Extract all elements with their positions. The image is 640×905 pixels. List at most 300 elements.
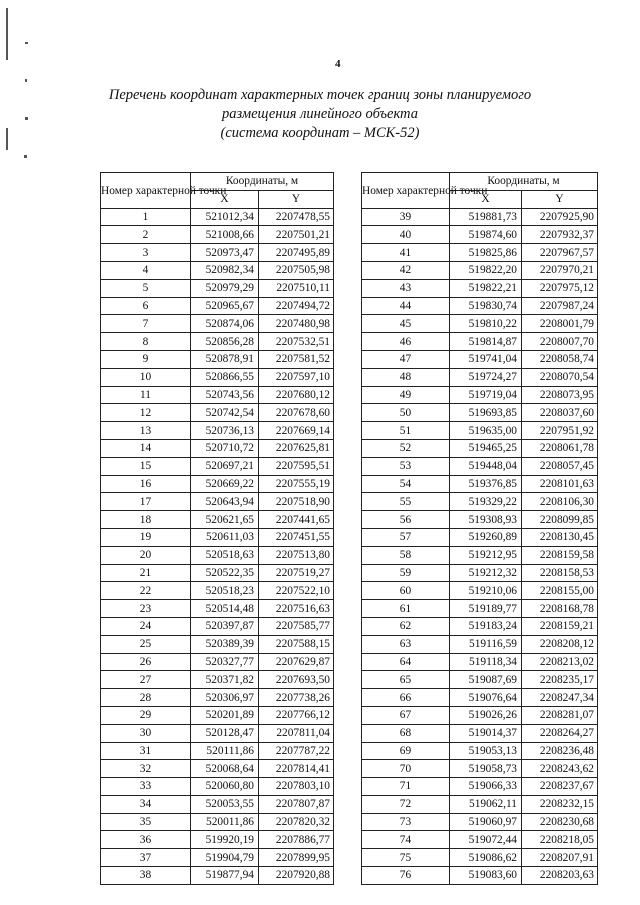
point-number-cell: 13 [101, 422, 191, 440]
point-number-cell: 56 [362, 511, 450, 529]
scan-margin-dot [24, 155, 27, 158]
table-row [101, 315, 334, 333]
header-y: Y [259, 190, 334, 208]
table-row [362, 208, 598, 226]
x-coordinate-cell: 519212,95 [450, 546, 522, 564]
x-coordinate-cell: 520878,91 [191, 350, 259, 368]
x-coordinate-cell: 519014,37 [450, 724, 522, 742]
x-coordinate-cell: 520518,23 [191, 582, 259, 600]
header-y: Y [522, 190, 598, 208]
scan-margin-dot [25, 42, 28, 44]
y-coordinate-cell: 2207932,37 [522, 226, 598, 244]
table-row [362, 493, 598, 511]
y-coordinate-cell: 2207820,32 [259, 813, 334, 831]
point-number-cell: 31 [101, 742, 191, 760]
header-x: X [191, 190, 259, 208]
x-coordinate-cell: 519060,97 [450, 813, 522, 831]
table-row [362, 742, 598, 760]
point-number-cell: 4 [101, 261, 191, 279]
header-coordinates: Координаты, м [191, 173, 334, 191]
x-coordinate-cell: 519086,62 [450, 849, 522, 867]
x-coordinate-cell: 520982,34 [191, 261, 259, 279]
point-number-cell: 26 [101, 653, 191, 671]
x-coordinate-cell: 520068,64 [191, 760, 259, 778]
y-coordinate-cell: 2207441,65 [259, 511, 334, 529]
x-coordinate-cell: 519448,04 [450, 457, 522, 475]
y-coordinate-cell: 2207625,81 [259, 439, 334, 457]
x-coordinate-cell: 519635,00 [450, 422, 522, 440]
point-number-cell: 50 [362, 404, 450, 422]
y-coordinate-cell: 2208203,63 [522, 867, 598, 885]
x-coordinate-cell: 520697,21 [191, 457, 259, 475]
table-body-right [362, 208, 598, 884]
table-row [101, 261, 334, 279]
y-coordinate-cell: 2208232,15 [522, 795, 598, 813]
point-number-cell: 24 [101, 617, 191, 635]
point-number-cell: 70 [362, 760, 450, 778]
table-row [101, 511, 334, 529]
y-coordinate-cell: 2207480,98 [259, 315, 334, 333]
table-row [101, 760, 334, 778]
header-coordinates: Координаты, м [450, 173, 598, 191]
point-number-cell: 20 [101, 546, 191, 564]
header-point-number: Номер характерной точки [101, 173, 191, 209]
point-number-cell: 8 [101, 333, 191, 351]
x-coordinate-cell: 520979,29 [191, 279, 259, 297]
x-coordinate-cell: 519076,64 [450, 689, 522, 707]
table-row [362, 778, 598, 796]
point-number-cell: 28 [101, 689, 191, 707]
y-coordinate-cell: 2207975,12 [522, 279, 598, 297]
y-coordinate-cell: 2207738,26 [259, 689, 334, 707]
y-coordinate-cell: 2208158,53 [522, 564, 598, 582]
table-row [362, 261, 598, 279]
x-coordinate-cell: 520060,80 [191, 778, 259, 796]
point-number-cell: 21 [101, 564, 191, 582]
table-row [101, 849, 334, 867]
x-coordinate-cell: 520669,22 [191, 475, 259, 493]
point-number-cell: 16 [101, 475, 191, 493]
point-number-cell: 22 [101, 582, 191, 600]
y-coordinate-cell: 2208264,27 [522, 724, 598, 742]
y-coordinate-cell: 2207501,21 [259, 226, 334, 244]
point-number-cell: 57 [362, 528, 450, 546]
y-coordinate-cell: 2207516,63 [259, 600, 334, 618]
table-row [101, 439, 334, 457]
table-row [362, 671, 598, 689]
x-coordinate-cell: 519260,89 [450, 528, 522, 546]
x-coordinate-cell: 520973,47 [191, 244, 259, 262]
table-row [101, 350, 334, 368]
title-line-1: Перечень координат характерных точек границ зоны планируемого [108, 87, 532, 103]
point-number-cell: 36 [101, 831, 191, 849]
x-coordinate-cell: 519189,77 [450, 600, 522, 618]
coordinates-table-right [361, 172, 598, 885]
x-coordinate-cell: 520389,39 [191, 635, 259, 653]
y-coordinate-cell: 2208099,85 [522, 511, 598, 529]
table-row [101, 582, 334, 600]
y-coordinate-cell: 2207987,24 [522, 297, 598, 315]
y-coordinate-cell: 2207886,77 [259, 831, 334, 849]
y-coordinate-cell: 2208106,30 [522, 493, 598, 511]
y-coordinate-cell: 2207803,10 [259, 778, 334, 796]
table-row [101, 831, 334, 849]
scan-margin-dot [25, 79, 27, 82]
x-coordinate-cell: 520965,67 [191, 297, 259, 315]
point-number-cell: 54 [362, 475, 450, 493]
point-number-cell: 47 [362, 350, 450, 368]
page-number: 4 [335, 58, 341, 70]
point-number-cell: 10 [101, 368, 191, 386]
x-coordinate-cell: 519741,04 [450, 350, 522, 368]
table-row [101, 671, 334, 689]
y-coordinate-cell: 2208101,63 [522, 475, 598, 493]
point-number-cell: 14 [101, 439, 191, 457]
y-coordinate-cell: 2207588,15 [259, 635, 334, 653]
table-row [101, 279, 334, 297]
y-coordinate-cell: 2208236,48 [522, 742, 598, 760]
table-row [362, 813, 598, 831]
y-coordinate-cell: 2208001,79 [522, 315, 598, 333]
x-coordinate-cell: 520201,89 [191, 706, 259, 724]
point-number-cell: 46 [362, 333, 450, 351]
table-row [101, 404, 334, 422]
point-number-cell: 40 [362, 226, 450, 244]
point-number-cell: 55 [362, 493, 450, 511]
x-coordinate-cell: 519083,60 [450, 867, 522, 885]
x-coordinate-cell: 520306,97 [191, 689, 259, 707]
y-coordinate-cell: 2207814,41 [259, 760, 334, 778]
table-row [101, 706, 334, 724]
point-number-cell: 30 [101, 724, 191, 742]
x-coordinate-cell: 520866,55 [191, 368, 259, 386]
table-row [101, 528, 334, 546]
table-row [362, 226, 598, 244]
table-row [101, 333, 334, 351]
coordinates-table-left [100, 172, 334, 885]
x-coordinate-cell: 519881,73 [450, 208, 522, 226]
point-number-cell: 58 [362, 546, 450, 564]
y-coordinate-cell: 2207478,55 [259, 208, 334, 226]
x-coordinate-cell: 520128,47 [191, 724, 259, 742]
y-coordinate-cell: 2208168,78 [522, 600, 598, 618]
table-row [101, 386, 334, 404]
point-number-cell: 51 [362, 422, 450, 440]
document-title [95, 86, 545, 143]
x-coordinate-cell: 520710,72 [191, 439, 259, 457]
point-number-cell: 12 [101, 404, 191, 422]
point-number-cell: 76 [362, 867, 450, 885]
table-row [362, 511, 598, 529]
point-number-cell: 15 [101, 457, 191, 475]
x-coordinate-cell: 519904,79 [191, 849, 259, 867]
point-number-cell: 65 [362, 671, 450, 689]
point-number-cell: 11 [101, 386, 191, 404]
point-number-cell: 59 [362, 564, 450, 582]
table-row [362, 439, 598, 457]
y-coordinate-cell: 2207811,04 [259, 724, 334, 742]
y-coordinate-cell: 2207678,60 [259, 404, 334, 422]
y-coordinate-cell: 2207967,57 [522, 244, 598, 262]
x-coordinate-cell: 520111,86 [191, 742, 259, 760]
point-number-cell: 71 [362, 778, 450, 796]
table-row [362, 831, 598, 849]
table-row [101, 635, 334, 653]
y-coordinate-cell: 2207951,92 [522, 422, 598, 440]
y-coordinate-cell: 2207766,12 [259, 706, 334, 724]
table-row [362, 867, 598, 885]
table-row [362, 564, 598, 582]
table-row [101, 724, 334, 742]
y-coordinate-cell: 2207494,72 [259, 297, 334, 315]
point-number-cell: 67 [362, 706, 450, 724]
y-coordinate-cell: 2208130,45 [522, 528, 598, 546]
x-coordinate-cell: 519814,87 [450, 333, 522, 351]
x-coordinate-cell: 519308,93 [450, 511, 522, 529]
table-row [101, 546, 334, 564]
table-row [101, 368, 334, 386]
point-number-cell: 6 [101, 297, 191, 315]
x-coordinate-cell: 520611,03 [191, 528, 259, 546]
point-number-cell: 5 [101, 279, 191, 297]
y-coordinate-cell: 2208230,68 [522, 813, 598, 831]
table-row [362, 315, 598, 333]
x-coordinate-cell: 519465,25 [450, 439, 522, 457]
x-coordinate-cell: 519212,32 [450, 564, 522, 582]
y-coordinate-cell: 2208213,02 [522, 653, 598, 671]
y-coordinate-cell: 2208218,05 [522, 831, 598, 849]
point-number-cell: 27 [101, 671, 191, 689]
y-coordinate-cell: 2207510,11 [259, 279, 334, 297]
y-coordinate-cell: 2208061,78 [522, 439, 598, 457]
x-coordinate-cell: 520522,35 [191, 564, 259, 582]
y-coordinate-cell: 2208247,34 [522, 689, 598, 707]
x-coordinate-cell: 520518,63 [191, 546, 259, 564]
y-coordinate-cell: 2207595,51 [259, 457, 334, 475]
x-coordinate-cell: 520011,86 [191, 813, 259, 831]
x-coordinate-cell: 521008,66 [191, 226, 259, 244]
y-coordinate-cell: 2207920,88 [259, 867, 334, 885]
y-coordinate-cell: 2207585,77 [259, 617, 334, 635]
x-coordinate-cell: 520621,65 [191, 511, 259, 529]
table-row [362, 795, 598, 813]
scan-margin-dot [25, 117, 28, 120]
y-coordinate-cell: 2207680,12 [259, 386, 334, 404]
point-number-cell: 2 [101, 226, 191, 244]
table-row [362, 724, 598, 742]
x-coordinate-cell: 519072,44 [450, 831, 522, 849]
x-coordinate-cell: 520742,54 [191, 404, 259, 422]
x-coordinate-cell: 520736,13 [191, 422, 259, 440]
y-coordinate-cell: 2208070,54 [522, 368, 598, 386]
y-coordinate-cell: 2208057,45 [522, 457, 598, 475]
x-coordinate-cell: 519183,24 [450, 617, 522, 635]
table-row [362, 386, 598, 404]
x-coordinate-cell: 519693,85 [450, 404, 522, 422]
point-number-cell: 66 [362, 689, 450, 707]
point-number-cell: 68 [362, 724, 450, 742]
y-coordinate-cell: 2207629,87 [259, 653, 334, 671]
y-coordinate-cell: 2208208,12 [522, 635, 598, 653]
x-coordinate-cell: 519087,69 [450, 671, 522, 689]
table-row [362, 350, 598, 368]
point-number-cell: 53 [362, 457, 450, 475]
y-coordinate-cell: 2208207,91 [522, 849, 598, 867]
x-coordinate-cell: 519825,86 [450, 244, 522, 262]
point-number-cell: 32 [101, 760, 191, 778]
table-row [101, 493, 334, 511]
point-number-cell: 17 [101, 493, 191, 511]
x-coordinate-cell: 519066,33 [450, 778, 522, 796]
table-row [362, 617, 598, 635]
point-number-cell: 1 [101, 208, 191, 226]
table-row [101, 795, 334, 813]
table-row [362, 600, 598, 618]
table-row [362, 706, 598, 724]
point-number-cell: 9 [101, 350, 191, 368]
point-number-cell: 39 [362, 208, 450, 226]
x-coordinate-cell: 519810,22 [450, 315, 522, 333]
point-number-cell: 60 [362, 582, 450, 600]
header-point-number: Номер характерной точки [362, 173, 450, 209]
y-coordinate-cell: 2207693,50 [259, 671, 334, 689]
y-coordinate-cell: 2207597,10 [259, 368, 334, 386]
table-row [362, 422, 598, 440]
y-coordinate-cell: 2207787,22 [259, 742, 334, 760]
x-coordinate-cell: 520327,77 [191, 653, 259, 671]
table-body-left [101, 208, 334, 884]
y-coordinate-cell: 2208159,58 [522, 546, 598, 564]
x-coordinate-cell: 519058,73 [450, 760, 522, 778]
x-coordinate-cell: 519376,85 [450, 475, 522, 493]
point-number-cell: 69 [362, 742, 450, 760]
x-coordinate-cell: 519877,94 [191, 867, 259, 885]
table-row [362, 297, 598, 315]
x-coordinate-cell: 520397,87 [191, 617, 259, 635]
x-coordinate-cell: 520874,06 [191, 315, 259, 333]
table-row [101, 475, 334, 493]
x-coordinate-cell: 520856,28 [191, 333, 259, 351]
x-coordinate-cell: 519053,13 [450, 742, 522, 760]
y-coordinate-cell: 2207970,21 [522, 261, 598, 279]
table-row [101, 244, 334, 262]
table-row [101, 422, 334, 440]
table-row [101, 867, 334, 885]
title-line-2: размещения линейного объекта [222, 106, 418, 122]
x-coordinate-cell: 520371,82 [191, 671, 259, 689]
y-coordinate-cell: 2207513,80 [259, 546, 334, 564]
y-coordinate-cell: 2207505,98 [259, 261, 334, 279]
table-row [101, 813, 334, 831]
table-row [362, 244, 598, 262]
point-number-cell: 37 [101, 849, 191, 867]
table-row [101, 208, 334, 226]
point-number-cell: 19 [101, 528, 191, 546]
y-coordinate-cell: 2207807,87 [259, 795, 334, 813]
y-coordinate-cell: 2208281,07 [522, 706, 598, 724]
point-number-cell: 75 [362, 849, 450, 867]
y-coordinate-cell: 2207925,90 [522, 208, 598, 226]
point-number-cell: 52 [362, 439, 450, 457]
y-coordinate-cell: 2207522,10 [259, 582, 334, 600]
x-coordinate-cell: 520743,56 [191, 386, 259, 404]
x-coordinate-cell: 519920,19 [191, 831, 259, 849]
point-number-cell: 7 [101, 315, 191, 333]
table-row [101, 564, 334, 582]
point-number-cell: 61 [362, 600, 450, 618]
table-row [362, 404, 598, 422]
x-coordinate-cell: 519116,59 [450, 635, 522, 653]
y-coordinate-cell: 2208037,60 [522, 404, 598, 422]
point-number-cell: 38 [101, 867, 191, 885]
x-coordinate-cell: 519724,27 [450, 368, 522, 386]
x-coordinate-cell: 519719,04 [450, 386, 522, 404]
table-row [362, 475, 598, 493]
y-coordinate-cell: 2207451,55 [259, 528, 334, 546]
point-number-cell: 73 [362, 813, 450, 831]
point-number-cell: 25 [101, 635, 191, 653]
table-row [101, 617, 334, 635]
table-row [101, 457, 334, 475]
table-row [362, 582, 598, 600]
y-coordinate-cell: 2208155,00 [522, 582, 598, 600]
point-number-cell: 49 [362, 386, 450, 404]
y-coordinate-cell: 2208159,21 [522, 617, 598, 635]
x-coordinate-cell: 519026,26 [450, 706, 522, 724]
x-coordinate-cell: 519830,74 [450, 297, 522, 315]
point-number-cell: 29 [101, 706, 191, 724]
y-coordinate-cell: 2208243,62 [522, 760, 598, 778]
table-row [362, 849, 598, 867]
x-coordinate-cell: 519822,21 [450, 279, 522, 297]
table-row [362, 333, 598, 351]
point-number-cell: 33 [101, 778, 191, 796]
point-number-cell: 48 [362, 368, 450, 386]
point-number-cell: 74 [362, 831, 450, 849]
y-coordinate-cell: 2207669,14 [259, 422, 334, 440]
table-row [101, 653, 334, 671]
point-number-cell: 41 [362, 244, 450, 262]
x-coordinate-cell: 519118,34 [450, 653, 522, 671]
point-number-cell: 35 [101, 813, 191, 831]
table-row [101, 778, 334, 796]
table-row [101, 226, 334, 244]
x-coordinate-cell: 519329,22 [450, 493, 522, 511]
y-coordinate-cell: 2208237,67 [522, 778, 598, 796]
y-coordinate-cell: 2207555,19 [259, 475, 334, 493]
x-coordinate-cell: 519874,60 [450, 226, 522, 244]
point-number-cell: 62 [362, 617, 450, 635]
x-coordinate-cell: 519210,06 [450, 582, 522, 600]
point-number-cell: 23 [101, 600, 191, 618]
y-coordinate-cell: 2207519,27 [259, 564, 334, 582]
title-line-3: (система координат – МСК-52) [220, 125, 420, 141]
table-row [362, 689, 598, 707]
table-row [362, 760, 598, 778]
table-row [101, 600, 334, 618]
y-coordinate-cell: 2207518,90 [259, 493, 334, 511]
table-row [101, 689, 334, 707]
table-row [101, 742, 334, 760]
point-number-cell: 72 [362, 795, 450, 813]
point-number-cell: 3 [101, 244, 191, 262]
table-row [362, 546, 598, 564]
y-coordinate-cell: 2208235,17 [522, 671, 598, 689]
point-number-cell: 63 [362, 635, 450, 653]
y-coordinate-cell: 2207532,51 [259, 333, 334, 351]
x-coordinate-cell: 520514,48 [191, 600, 259, 618]
table-row [362, 528, 598, 546]
